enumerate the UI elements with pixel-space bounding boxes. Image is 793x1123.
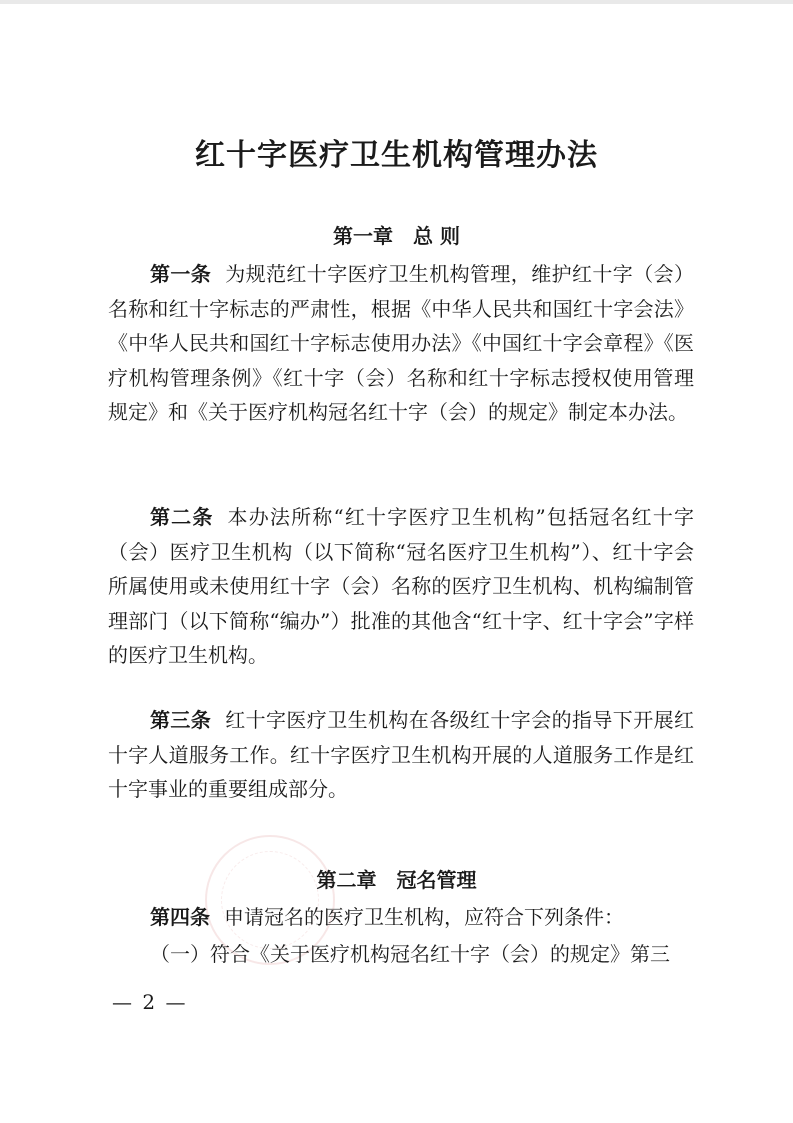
article-two-label: 第二条 [150, 505, 214, 529]
chapter-two-number: 第二章 [316, 868, 377, 892]
article-two [108, 500, 694, 673]
chapter-two-name: 冠名管理 [396, 868, 477, 892]
article-one-text: 为规范红十字医疗卫生机构管理，维护红十字（会）名称和红十字标志的严肃性，根据《中华人民共和国红十字会法》《中华人民共和国红十字标志使用办法》《中国红十字会章程》《医疗机构管理条例》《红十字（会）名称和红十字标志授权使用管理规定》和《关于医疗机构冠名红十字（会）的规定》制定本办法。 [108, 262, 695, 424]
document-title: 红十字医疗卫生机构管理办法 [195, 138, 598, 173]
article-one [108, 257, 694, 430]
article-four-text: 申请冠名的医疗卫生机构，应符合下列条件： [224, 905, 624, 929]
scan-edge [0, 0, 793, 4]
page-number: — 2 — [112, 990, 188, 1014]
article-three-text: 红十字医疗卫生机构在各级红十字会的指导下开展红十字人道服务工作。红十字医疗卫生机构开展的人道服务工作是红十字事业的重要组成部分。 [108, 708, 695, 801]
article-two-text: 本办法所称“红十字医疗卫生机构”包括冠名红十字（会）医疗卫生机构（以下简称“冠名医疗卫生机构”）、红十字会所属使用或未使用红十字（会）名称的医疗卫生机构、机构编制管理部门（以下简称“编办”）批准的其他含“红十字、红十字会”字样的医疗卫生机构。 [108, 505, 694, 667]
article-three-label: 第三条 [150, 708, 212, 732]
chapter-one-name: 总 则 [413, 224, 460, 248]
article-three [108, 703, 694, 807]
item-one-text: （一）符合《关于医疗机构冠名红十字（会）的规定》第三 [150, 942, 670, 966]
article-four-item-one [108, 937, 694, 972]
article-one-label: 第一条 [150, 262, 212, 286]
chapter-one-number: 第一章 [333, 224, 394, 248]
article-four-label: 第四条 [150, 905, 210, 929]
article-four [108, 900, 694, 935]
chapter-one-heading [0, 220, 793, 249]
chapter-two-heading [0, 864, 793, 893]
